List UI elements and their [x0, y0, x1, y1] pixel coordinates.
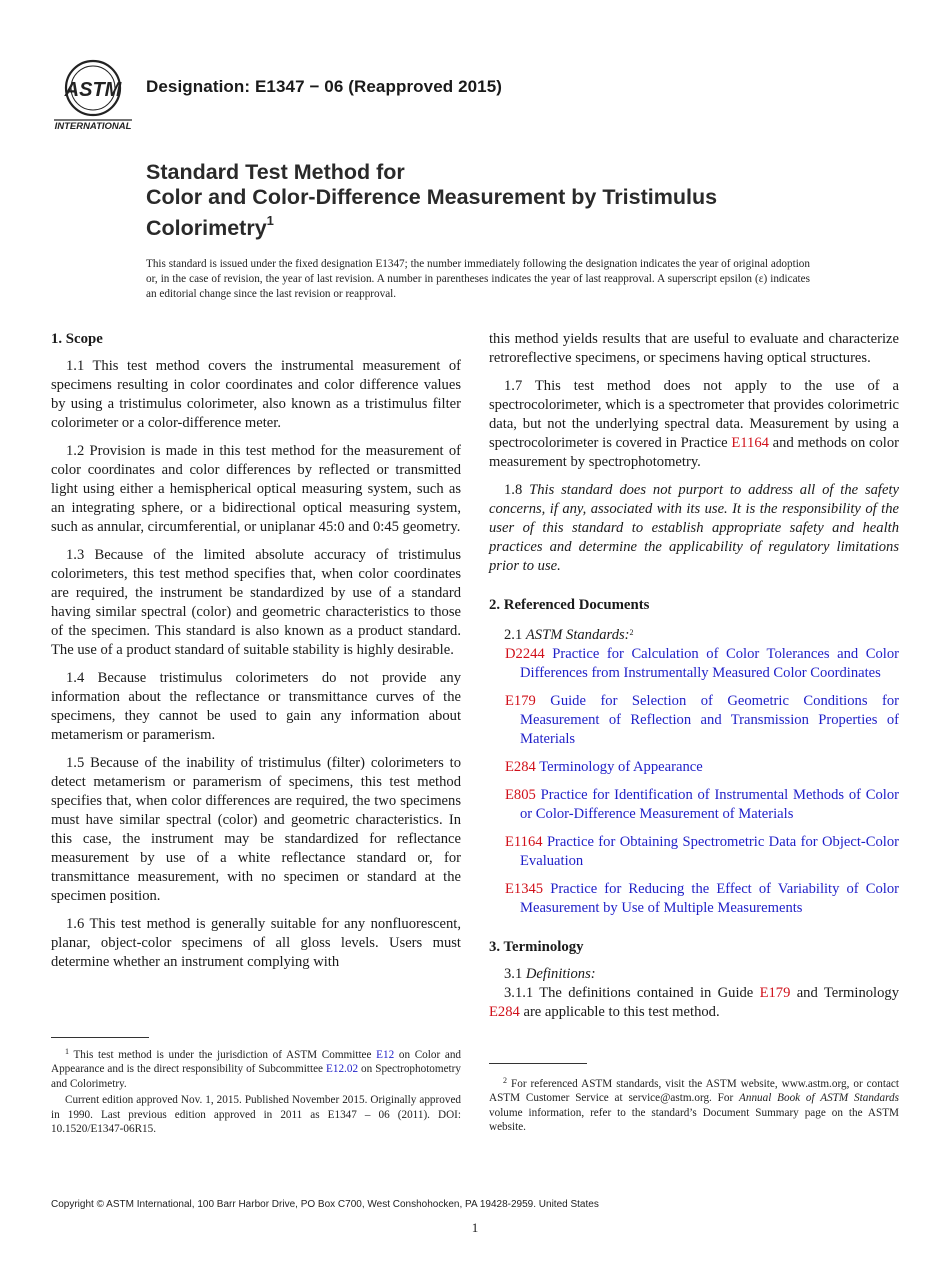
footnote-rule-right	[489, 1063, 587, 1064]
footnote-rule-left	[51, 1037, 149, 1038]
subsection-2-1	[489, 623, 899, 645]
logo-brand-text: ASTM	[64, 79, 122, 101]
footnote-2-text	[489, 1074, 899, 1135]
reference-code[interactable]: E1345	[505, 881, 544, 897]
paragraph-1-4: 1.4 Because tristimulus colorimeters do not provide any information about the reflectance or transmittance curves of the specimens, they cannot be used to gain any information about metamerism or paramerism.	[51, 670, 461, 743]
footnote-1	[51, 1045, 461, 1138]
paragraph-1-7	[489, 377, 899, 472]
reference-title[interactable]: Practice for Obtaining Spectrometric Data for Object-Color Evaluation	[520, 834, 899, 869]
footnote-1-mark: 1	[65, 1047, 69, 1056]
designation: Designation: E1347 − 06 (Reapproved 2015)	[146, 77, 503, 96]
subsection-3-1-number: 3.1	[504, 966, 526, 982]
paragraph-1-8	[489, 481, 899, 576]
reference-title[interactable]: Terminology of Appearance	[535, 759, 703, 775]
paragraph-1-6: 1.6 This test method is generally suitable for any nonfluorescent, planar, object-color specimens of all gloss levels. Users must determine whether an instrument complying with	[51, 916, 461, 970]
reference-code[interactable]: E805	[505, 787, 536, 803]
reference-code[interactable]: D2244	[505, 646, 545, 662]
issued-note: This standard is issued under the fixed designation E1347; the number immediately following the designation indicates the year of original adoption or, in the case of revision, the year of last revision. A number in parentheses indicates the year of last reapproval. A superscript epsilon (ε) indicates an editorial change since the last revision or reapproval.	[146, 258, 810, 300]
reference-item	[489, 880, 899, 918]
footnote-1-jurisdiction	[51, 1045, 461, 1091]
section-heading-referenced-documents: 2. Referenced Documents	[489, 597, 650, 613]
ref-link-e1164[interactable]: E1164	[731, 435, 769, 451]
paragraph-1-7-text-b: and methods on color measurement by spectrophotometry.	[489, 435, 899, 470]
subsection-3-1	[489, 965, 899, 984]
astm-logo-icon	[52, 58, 134, 132]
logo-org-text: INTERNATIONAL	[54, 121, 132, 132]
document-title	[146, 160, 846, 241]
paragraph-3-1-1-text-a: 3.1.1 The definitions contained in Guide	[504, 985, 760, 1001]
reference-item	[489, 758, 899, 777]
title-footnote-mark: 1	[266, 213, 274, 228]
subsection-2-1-label: ASTM Standards:	[525, 627, 630, 643]
section-heading-terminology: 3. Terminology	[489, 939, 584, 955]
title-line-3-text: Colorimetry	[146, 216, 267, 241]
referenced-documents-list	[489, 645, 899, 918]
ref-link-e179[interactable]: E179	[759, 985, 791, 1001]
footnote-2-text-a: For referenced ASTM standards, visit the ASTM website, www.astm.org, or contact ASTM Customer Service at service@astm.org. For	[489, 1078, 899, 1105]
paragraph-3-1-1	[489, 984, 899, 1022]
section-heading-scope: 1. Scope	[51, 331, 103, 347]
reference-title[interactable]: Practice for Calculation of Color Tolerances and Color Differences from Instrumentally Measured Color Coordinates	[520, 646, 899, 681]
ref-link-e284[interactable]: E284	[489, 1004, 520, 1020]
left-column	[51, 330, 461, 981]
reference-title[interactable]: Guide for Selection of Geometric Conditions for Measurement of Reflection and Transmission Properties of Materials	[520, 693, 899, 747]
committee-link-e12[interactable]: E12	[376, 1049, 395, 1061]
footnote-2-text-b: volume information, refer to the standard’s Document Summary page on the ASTM website.	[489, 1106, 899, 1134]
footnote-1-text-b: on Color and Appearance and is the direct responsibility of Subcommittee	[51, 1049, 462, 1076]
reference-code[interactable]: E1164	[505, 834, 543, 850]
footnote-1-edition: Current edition approved Nov. 1, 2015. Published November 2015. Originally approved in 1990. Last previous edition approved in 2011 as E1347 – 06 (2011). DOI: 10.1520/E1347-06R15.	[51, 1094, 461, 1136]
paragraph-1-7-text-a: 1.7 This test method does not apply to the use of a spectrocolorimeter, which is a spectrometer that provides colorimetric data, but not the underlying spectral data. Measurement by using a spectrocolorimeter is covered in Practice	[489, 378, 899, 451]
paragraph-1-6-continued: this method yields results that are useful to evaluate and characterize retroreflective specimens, or specimens having optical structures.	[489, 331, 899, 366]
paragraph-1-2: 1.2 Provision is made in this test method for the measurement of color coordinates and color differences by reflected or transmitted light using either a hemispherical optical measuring system, such as an integrating sphere, or a bidirectional optical measuring system, such as annular, circumferential, or uniplanar 45:0 and 0:45 geometry.	[51, 443, 461, 535]
reference-title[interactable]: Practice for Reducing the Effect of Variability of Color Measurement by Use of Multiple Measurements	[520, 881, 899, 916]
reference-code[interactable]: E179	[505, 693, 536, 709]
subsection-2-1-number: 2.1	[504, 627, 526, 643]
reference-item	[489, 833, 899, 871]
paragraph-1-3: 1.3 Because of the limited absolute accuracy of tristimulus colorimeters, this test method specifies that, when color coordinates are required, the instrument be standardized by use of a standard having similar spectral (color) and geometric characteristics to those of the specimen. This standard is also known as a product standard. The use of a product standard of suitable stability is highly desirable.	[51, 547, 461, 658]
page-number: 1	[471, 1220, 479, 1235]
subcommittee-link-e12-02[interactable]: E12.02	[326, 1063, 359, 1076]
paragraph-3-1-1-text-c: are applicable to this test method.	[519, 1004, 720, 1020]
footnote-2-italic: Annual Book of ASTM Standards	[739, 1092, 899, 1105]
reference-title[interactable]: Practice for Identification of Instrumental Methods of Color or Color-Difference Measurement of Materials	[520, 787, 899, 822]
paragraph-1-8-text: This standard does not purport to address all of the safety concerns, if any, associated with its use. It is the responsibility of the user of this standard to establish appropriate safety and health practices and determine the applicability of regulatory limitations prior to use.	[489, 482, 899, 574]
subsection-3-1-label: Definitions:	[525, 966, 596, 982]
title-line-3	[146, 210, 846, 241]
reference-item	[489, 692, 899, 749]
footnote-1-text-c: on Spectrophotometry and Colorimetry.	[51, 1063, 461, 1090]
astm-logo	[52, 58, 134, 132]
reference-item	[489, 786, 899, 824]
subsection-2-1-footnote-mark: 2	[629, 628, 634, 637]
paragraph-1-8-number: 1.8	[504, 482, 530, 498]
footnote-1-text-a: This test method is under the jurisdiction of ASTM Committee	[69, 1049, 377, 1061]
paragraph-1-1: 1.1 This test method covers the instrumental measurement of specimens resulting in color coordinates and color difference values by using a tristimulus colorimeter, also known as a tristimulus filter colorimeter or a color-difference meter.	[51, 358, 461, 431]
copyright-notice: Copyright © ASTM International, 100 Barr Harbor Drive, PO Box C700, West Conshohocken, PA 19428-2959. United States	[51, 1199, 599, 1210]
right-column	[489, 330, 899, 1031]
paragraph-1-5: 1.5 Because of the inability of tristimulus (filter) colorimeters to detect metamerism or paramerism of specimens, this test method specifies that, when color differences are required, the two specimens must have similar spectral (color) and geometric characteristics. In this case, the instrument may be standardized for reflectance measurement by use of a white reflectance standard or, for transmittance measurement, with no specimen or standard at the specimen position.	[51, 755, 461, 904]
reference-item	[489, 645, 899, 683]
title-line-2: Color and Color-Difference Measurement by Tristimulus	[146, 185, 718, 209]
reference-code[interactable]: E284	[505, 759, 536, 775]
footnote-2	[489, 1074, 899, 1137]
paragraph-3-1-1-text-b: and Terminology	[790, 985, 899, 1001]
footnote-2-mark: 2	[503, 1076, 507, 1085]
title-line-1: Standard Test Method for	[146, 160, 405, 184]
